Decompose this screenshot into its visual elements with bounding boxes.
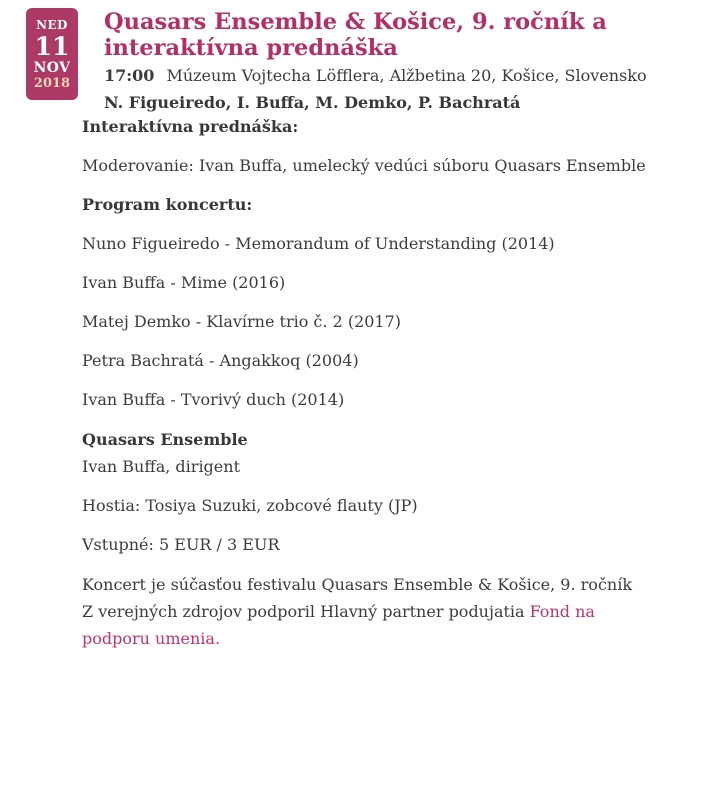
event-date-badge — [26, 8, 78, 100]
footer-note — [82, 571, 667, 652]
event-header-text — [104, 8, 647, 114]
event-header — [26, 8, 667, 114]
event-venue: Múzeum Vojtecha Löfflera, Alžbetina 20, Košice, Slovensko — [166, 66, 647, 85]
ticket-price: Vstupné: 5 EUR / 3 EUR — [82, 535, 280, 554]
program-item: Ivan Buffa - Mime (2016) — [82, 273, 286, 292]
footer-festival-note: Koncert je súčasťou festivalu Quasars Ensemble & Košice, 9. ročník — [82, 575, 633, 594]
footer-support-note: Z verejných zdrojov podporil Hlavný partner podujatia — [82, 602, 525, 621]
lecture-moderation: Moderovanie: Ivan Buffa, umelecký vedúci súboru Quasars Ensemble — [82, 156, 646, 175]
program-item: Nuno Figueiredo - Memorandum of Understanding (2014) — [82, 234, 555, 253]
date-day: 11 — [34, 31, 70, 61]
ensemble-conductor: Ivan Buffa, dirigent — [82, 457, 240, 476]
program-item: Ivan Buffa - Tvorivý duch (2014) — [82, 390, 345, 409]
event-content — [82, 114, 667, 652]
event-performers: N. Figueiredo, I. Buffa, M. Demko, P. Bachratá — [104, 93, 521, 112]
date-year: 2018 — [33, 76, 71, 92]
program-item: Petra Bachratá - Angakkoq (2004) — [82, 351, 359, 370]
lecture-heading: Interaktívna prednáška: — [82, 117, 299, 136]
ensemble-block — [82, 426, 667, 480]
ensemble-name: Quasars Ensemble — [82, 430, 248, 449]
event-time: 17:00 — [104, 66, 155, 85]
page-title: Quasars Ensemble & Košice, 9. ročník a interaktívna prednáška — [104, 9, 607, 61]
footer-link-fond-na-podporu-umenia[interactable]: Fond na podporu umenia. — [82, 602, 595, 648]
time-venue-line — [104, 65, 647, 87]
program-heading: Program koncertu: — [82, 195, 253, 214]
date-month: NOV — [33, 59, 71, 76]
program-item: Matej Demko - Klavírne trio č. 2 (2017) — [82, 312, 402, 331]
ensemble-guests: Hostia: Tosiya Suzuki, zobcové flauty (JP) — [82, 496, 418, 515]
date-weekday: NED — [36, 17, 68, 32]
